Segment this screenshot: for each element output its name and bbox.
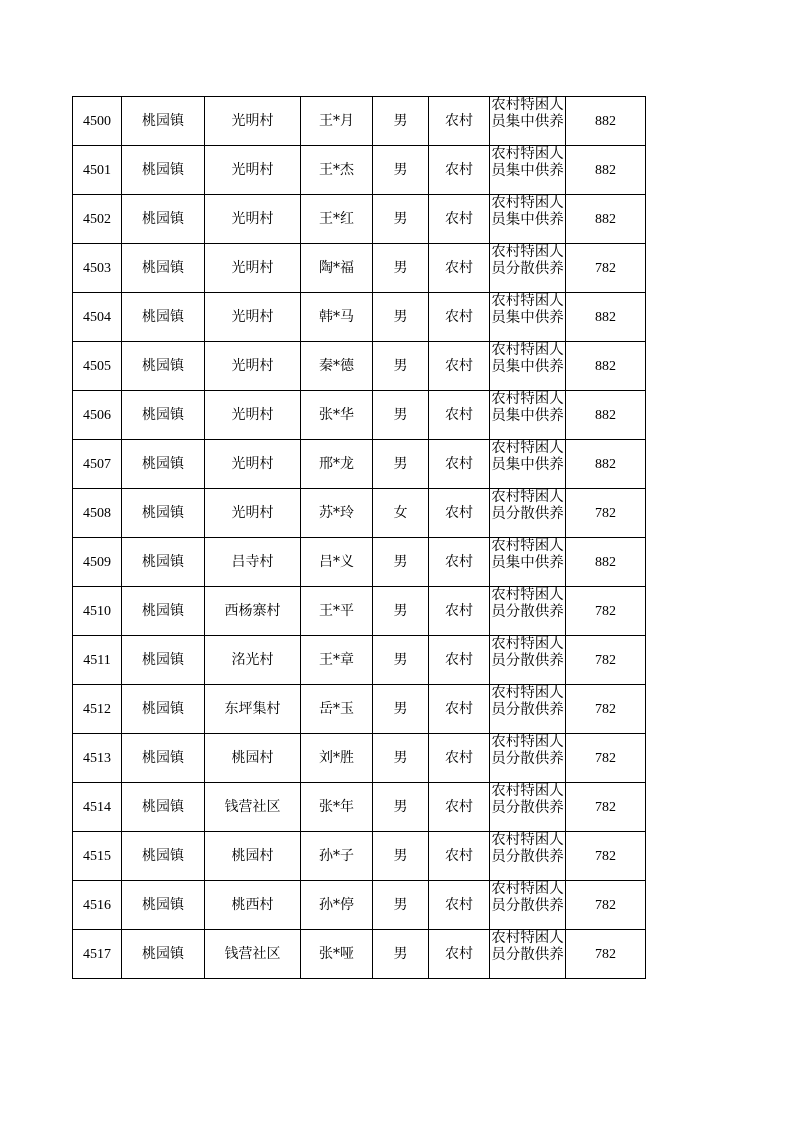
area-cell: 农村 bbox=[429, 930, 490, 979]
gender-cell: 男 bbox=[373, 734, 429, 783]
support-type bbox=[490, 832, 566, 881]
town-cell: 桃园镇 bbox=[122, 881, 205, 930]
gender-cell: 男 bbox=[373, 146, 429, 195]
amount-cell: 782 bbox=[566, 783, 646, 832]
support-type-text: 农村特困人员分散供养 bbox=[491, 783, 564, 816]
town-cell: 桃园镇 bbox=[122, 783, 205, 832]
gender-cell: 男 bbox=[373, 587, 429, 636]
record-number: 4515 bbox=[73, 832, 122, 881]
support-type-text: 农村特困人员集中供养 bbox=[491, 391, 564, 424]
town-cell: 桃园镇 bbox=[122, 734, 205, 783]
village-cell: 桃园村 bbox=[205, 734, 301, 783]
support-type bbox=[490, 685, 566, 734]
area-cell: 农村 bbox=[429, 489, 490, 538]
table-row bbox=[73, 391, 646, 440]
area-cell: 农村 bbox=[429, 440, 490, 489]
amount-cell: 882 bbox=[566, 195, 646, 244]
area-cell: 农村 bbox=[429, 734, 490, 783]
area-cell: 农村 bbox=[429, 636, 490, 685]
amount-cell: 782 bbox=[566, 244, 646, 293]
support-type-text: 农村特困人员分散供养 bbox=[491, 881, 564, 914]
record-number: 4514 bbox=[73, 783, 122, 832]
table-row bbox=[73, 636, 646, 685]
village-cell: 光明村 bbox=[205, 146, 301, 195]
person-name: 王*杰 bbox=[301, 146, 373, 195]
support-type-text: 农村特困人员分散供养 bbox=[491, 832, 564, 865]
person-name: 岳*玉 bbox=[301, 685, 373, 734]
gender-cell: 男 bbox=[373, 97, 429, 146]
area-cell: 农村 bbox=[429, 881, 490, 930]
support-type-text: 农村特困人员分散供养 bbox=[491, 489, 564, 522]
amount-cell: 882 bbox=[566, 538, 646, 587]
amount-cell: 782 bbox=[566, 881, 646, 930]
town-cell: 桃园镇 bbox=[122, 636, 205, 685]
roster-body bbox=[73, 97, 646, 979]
support-type bbox=[490, 538, 566, 587]
gender-cell: 男 bbox=[373, 783, 429, 832]
amount-cell: 782 bbox=[566, 489, 646, 538]
record-number: 4507 bbox=[73, 440, 122, 489]
record-number: 4517 bbox=[73, 930, 122, 979]
record-number: 4504 bbox=[73, 293, 122, 342]
amount-cell: 782 bbox=[566, 930, 646, 979]
area-cell: 农村 bbox=[429, 97, 490, 146]
record-number: 4512 bbox=[73, 685, 122, 734]
support-type-text: 农村特困人员集中供养 bbox=[491, 342, 564, 375]
support-type bbox=[490, 195, 566, 244]
support-type-text: 农村特困人员分散供养 bbox=[491, 930, 564, 963]
table-row bbox=[73, 440, 646, 489]
support-type-text: 农村特困人员集中供养 bbox=[491, 97, 564, 130]
person-name: 张*哑 bbox=[301, 930, 373, 979]
support-type-text: 农村特困人员分散供养 bbox=[491, 244, 564, 277]
amount-cell: 782 bbox=[566, 636, 646, 685]
record-number: 4508 bbox=[73, 489, 122, 538]
support-type-text: 农村特困人员集中供养 bbox=[491, 293, 564, 326]
amount-cell: 882 bbox=[566, 342, 646, 391]
person-name: 王*章 bbox=[301, 636, 373, 685]
support-type bbox=[490, 783, 566, 832]
village-cell: 西杨寨村 bbox=[205, 587, 301, 636]
town-cell: 桃园镇 bbox=[122, 195, 205, 244]
town-cell: 桃园镇 bbox=[122, 97, 205, 146]
town-cell: 桃园镇 bbox=[122, 244, 205, 293]
area-cell: 农村 bbox=[429, 342, 490, 391]
person-name: 王*红 bbox=[301, 195, 373, 244]
area-cell: 农村 bbox=[429, 783, 490, 832]
person-name: 邢*龙 bbox=[301, 440, 373, 489]
support-type bbox=[490, 342, 566, 391]
person-name: 孙*停 bbox=[301, 881, 373, 930]
person-name: 王*平 bbox=[301, 587, 373, 636]
area-cell: 农村 bbox=[429, 391, 490, 440]
village-cell: 桃园村 bbox=[205, 832, 301, 881]
person-name: 秦*德 bbox=[301, 342, 373, 391]
village-cell: 东坪集村 bbox=[205, 685, 301, 734]
amount-cell: 882 bbox=[566, 146, 646, 195]
area-cell: 农村 bbox=[429, 538, 490, 587]
person-name: 吕*义 bbox=[301, 538, 373, 587]
record-number: 4503 bbox=[73, 244, 122, 293]
village-cell: 光明村 bbox=[205, 440, 301, 489]
gender-cell: 男 bbox=[373, 195, 429, 244]
area-cell: 农村 bbox=[429, 244, 490, 293]
town-cell: 桃园镇 bbox=[122, 538, 205, 587]
table-row bbox=[73, 195, 646, 244]
support-type-text: 农村特困人员分散供养 bbox=[491, 734, 564, 767]
support-type bbox=[490, 636, 566, 685]
village-cell: 光明村 bbox=[205, 244, 301, 293]
village-cell: 钱营社区 bbox=[205, 930, 301, 979]
person-name: 韩*马 bbox=[301, 293, 373, 342]
person-name: 王*月 bbox=[301, 97, 373, 146]
area-cell: 农村 bbox=[429, 587, 490, 636]
amount-cell: 882 bbox=[566, 440, 646, 489]
support-type-text: 农村特困人员分散供养 bbox=[491, 636, 564, 669]
town-cell: 桃园镇 bbox=[122, 489, 205, 538]
support-type bbox=[490, 440, 566, 489]
table-row bbox=[73, 146, 646, 195]
gender-cell: 男 bbox=[373, 342, 429, 391]
person-name: 苏*玲 bbox=[301, 489, 373, 538]
record-number: 4510 bbox=[73, 587, 122, 636]
person-name: 刘*胜 bbox=[301, 734, 373, 783]
support-type bbox=[490, 97, 566, 146]
amount-cell: 782 bbox=[566, 685, 646, 734]
support-type bbox=[490, 244, 566, 293]
town-cell: 桃园镇 bbox=[122, 293, 205, 342]
table-row bbox=[73, 832, 646, 881]
town-cell: 桃园镇 bbox=[122, 391, 205, 440]
table-row bbox=[73, 293, 646, 342]
gender-cell: 男 bbox=[373, 636, 429, 685]
table-row bbox=[73, 685, 646, 734]
support-type bbox=[490, 146, 566, 195]
person-name: 张*年 bbox=[301, 783, 373, 832]
town-cell: 桃园镇 bbox=[122, 930, 205, 979]
town-cell: 桃园镇 bbox=[122, 146, 205, 195]
village-cell: 钱营社区 bbox=[205, 783, 301, 832]
support-type bbox=[490, 293, 566, 342]
area-cell: 农村 bbox=[429, 146, 490, 195]
gender-cell: 男 bbox=[373, 930, 429, 979]
amount-cell: 782 bbox=[566, 832, 646, 881]
gender-cell: 男 bbox=[373, 440, 429, 489]
support-type-text: 农村特困人员集中供养 bbox=[491, 440, 564, 473]
amount-cell: 782 bbox=[566, 734, 646, 783]
town-cell: 桃园镇 bbox=[122, 440, 205, 489]
gender-cell: 男 bbox=[373, 685, 429, 734]
village-cell: 吕寺村 bbox=[205, 538, 301, 587]
table-row bbox=[73, 538, 646, 587]
village-cell: 光明村 bbox=[205, 97, 301, 146]
table-row bbox=[73, 783, 646, 832]
amount-cell: 882 bbox=[566, 97, 646, 146]
person-name: 陶*福 bbox=[301, 244, 373, 293]
record-number: 4509 bbox=[73, 538, 122, 587]
person-name: 张*华 bbox=[301, 391, 373, 440]
area-cell: 农村 bbox=[429, 195, 490, 244]
table-row bbox=[73, 734, 646, 783]
support-type bbox=[490, 734, 566, 783]
record-number: 4511 bbox=[73, 636, 122, 685]
amount-cell: 782 bbox=[566, 587, 646, 636]
table-row bbox=[73, 881, 646, 930]
village-cell: 光明村 bbox=[205, 391, 301, 440]
gender-cell: 男 bbox=[373, 538, 429, 587]
gender-cell: 男 bbox=[373, 244, 429, 293]
gender-cell: 男 bbox=[373, 293, 429, 342]
table-row bbox=[73, 244, 646, 293]
support-type bbox=[490, 391, 566, 440]
town-cell: 桃园镇 bbox=[122, 587, 205, 636]
village-cell: 光明村 bbox=[205, 293, 301, 342]
record-number: 4516 bbox=[73, 881, 122, 930]
support-type bbox=[490, 587, 566, 636]
table-row bbox=[73, 930, 646, 979]
amount-cell: 882 bbox=[566, 391, 646, 440]
support-type-text: 农村特困人员分散供养 bbox=[491, 685, 564, 718]
village-cell: 光明村 bbox=[205, 342, 301, 391]
record-number: 4505 bbox=[73, 342, 122, 391]
support-type bbox=[490, 489, 566, 538]
table-row bbox=[73, 97, 646, 146]
table-row bbox=[73, 489, 646, 538]
support-type-text: 农村特困人员分散供养 bbox=[491, 587, 564, 620]
table-row bbox=[73, 587, 646, 636]
gender-cell: 男 bbox=[373, 391, 429, 440]
record-number: 4513 bbox=[73, 734, 122, 783]
record-number: 4502 bbox=[73, 195, 122, 244]
person-name: 孙*子 bbox=[301, 832, 373, 881]
area-cell: 农村 bbox=[429, 685, 490, 734]
amount-cell: 882 bbox=[566, 293, 646, 342]
area-cell: 农村 bbox=[429, 293, 490, 342]
area-cell: 农村 bbox=[429, 832, 490, 881]
village-cell: 桃西村 bbox=[205, 881, 301, 930]
assistance-roster-table bbox=[72, 96, 646, 979]
support-type bbox=[490, 930, 566, 979]
support-type-text: 农村特困人员集中供养 bbox=[491, 538, 564, 571]
support-type-text: 农村特困人员集中供养 bbox=[491, 146, 564, 179]
table-row bbox=[73, 342, 646, 391]
town-cell: 桃园镇 bbox=[122, 832, 205, 881]
gender-cell: 女 bbox=[373, 489, 429, 538]
support-type-text: 农村特困人员集中供养 bbox=[491, 195, 564, 228]
gender-cell: 男 bbox=[373, 881, 429, 930]
village-cell: 光明村 bbox=[205, 195, 301, 244]
support-type bbox=[490, 881, 566, 930]
village-cell: 光明村 bbox=[205, 489, 301, 538]
village-cell: 洺光村 bbox=[205, 636, 301, 685]
town-cell: 桃园镇 bbox=[122, 685, 205, 734]
record-number: 4506 bbox=[73, 391, 122, 440]
gender-cell: 男 bbox=[373, 832, 429, 881]
town-cell: 桃园镇 bbox=[122, 342, 205, 391]
record-number: 4500 bbox=[73, 97, 122, 146]
record-number: 4501 bbox=[73, 146, 122, 195]
